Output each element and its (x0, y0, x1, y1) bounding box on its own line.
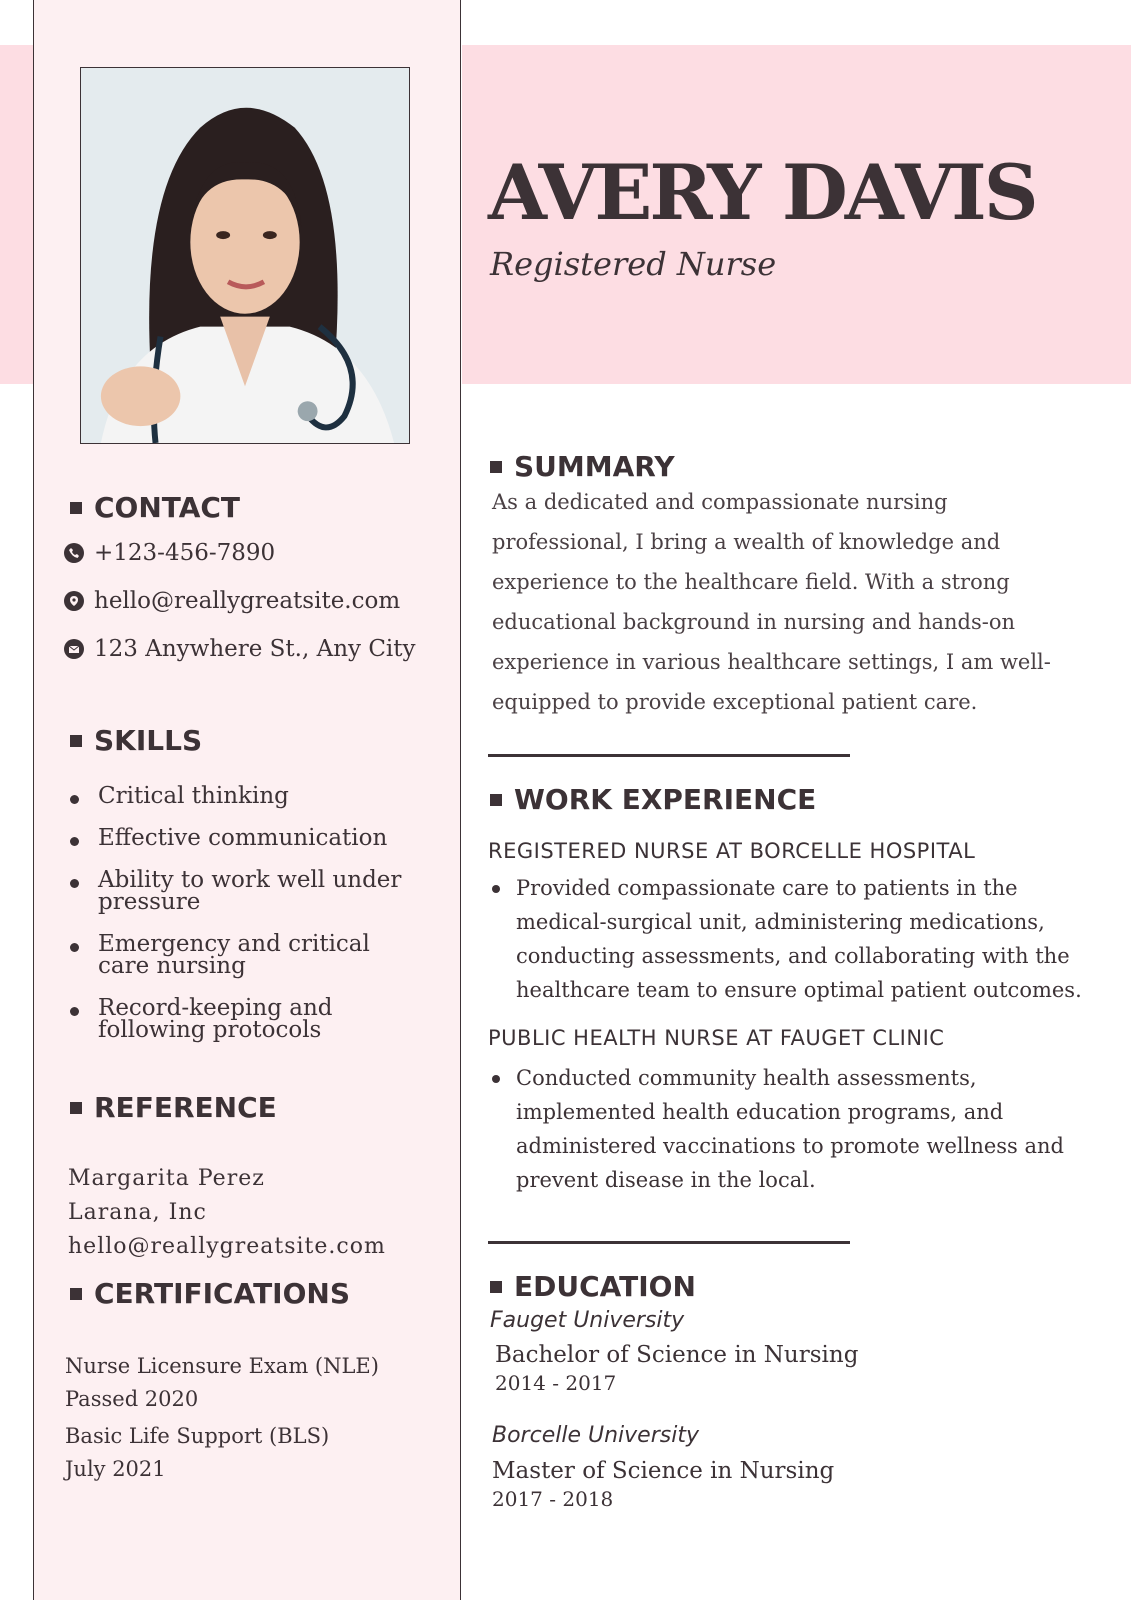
certification-detail: July 2021 (65, 1457, 166, 1481)
contact-address-row (64, 636, 416, 662)
skill-item: Record-keeping and following protocols (68, 997, 428, 1041)
certifications-heading (70, 1277, 350, 1310)
section-divider (488, 754, 850, 757)
skill-item: Effective communication (68, 827, 428, 849)
square-bullet-icon (490, 794, 502, 806)
education-school: Fauget University (490, 1308, 685, 1333)
skills-heading (70, 724, 202, 757)
contact-email[interactable]: hello@reallygreatsite.com (94, 588, 401, 614)
work-heading (490, 783, 816, 816)
square-bullet-icon (490, 461, 502, 473)
square-bullet-icon (70, 1102, 82, 1114)
reference-block (68, 1162, 386, 1264)
summary-heading (490, 450, 675, 483)
education-degree: Master of Science in Nursing (492, 1458, 835, 1484)
contact-email-row (64, 588, 400, 614)
candidate-role: Registered Nurse (490, 245, 777, 283)
reference-email[interactable]: hello@reallygreatsite.com (68, 1234, 386, 1259)
reference-heading (70, 1091, 277, 1124)
job-title: PUBLIC HEALTH NURSE AT FAUGET CLINIC (488, 1026, 945, 1050)
certification-detail: Passed 2020 (65, 1387, 199, 1411)
contact-phone-row (64, 540, 275, 566)
skills-list (68, 785, 428, 1041)
job-title: REGISTERED NURSE AT BORCELLE HOSPITAL (488, 839, 976, 863)
work-heading-label: WORK EXPERIENCE (514, 783, 817, 816)
envelope-icon (64, 639, 84, 659)
phone-icon (64, 543, 84, 563)
section-divider (488, 1241, 850, 1244)
skill-item: Critical thinking (68, 785, 428, 807)
reference-heading-label: REFERENCE (94, 1091, 277, 1124)
summary-heading-label: SUMMARY (514, 450, 675, 483)
square-bullet-icon (70, 735, 82, 747)
certifications-heading-label: CERTIFICATIONS (94, 1277, 351, 1310)
square-bullet-icon (70, 1288, 82, 1300)
education-years: 2017 - 2018 (492, 1487, 614, 1511)
contact-heading-label: CONTACT (94, 491, 241, 524)
job-bullets (490, 1061, 1090, 1197)
skills-heading-label: SKILLS (94, 724, 203, 757)
education-school: Borcelle University (492, 1423, 699, 1448)
profile-photo (80, 67, 410, 444)
certification-item (65, 1350, 379, 1416)
square-bullet-icon (70, 502, 82, 514)
reference-company: Larana, Inc (68, 1200, 207, 1225)
skill-item: Ability to work well under pressure (68, 869, 428, 913)
job-bullets (490, 871, 1090, 1007)
candidate-name: AVERY DAVIS (488, 148, 1036, 237)
summary-text: As a dedicated and compassionate nursing professional, I bring a wealth of knowledge and experience to the healthcare field. With a strong educational background in nursing and hands-on experience in various healthcare settings, I am well-equipped to provide exceptional patient care. (492, 490, 1051, 714)
education-heading-label: EDUCATION (514, 1270, 696, 1303)
location-pin-icon (64, 591, 84, 611)
certification-item (65, 1420, 329, 1486)
contact-heading (70, 491, 240, 524)
portrait-photo-icon (81, 68, 409, 443)
square-bullet-icon (490, 1281, 502, 1293)
skill-item: Emergency and critical care nursing (68, 933, 428, 977)
job-bullet: Conducted community health assessments, implemented health education programs, and administered vaccinations to promote wellness and prevent disease in the local. (490, 1061, 1090, 1197)
contact-address: 123 Anywhere St., Any City (94, 636, 416, 662)
reference-name: Margarita Perez (68, 1166, 265, 1191)
education-degree: Bachelor of Science in Nursing (495, 1342, 859, 1368)
education-heading (490, 1270, 696, 1303)
education-years: 2014 - 2017 (495, 1371, 617, 1395)
job-bullet: Provided compassionate care to patients in the medical-surgical unit, administering medications, conducting assessments, and collaborating with the healthcare team to ensure optimal patient outcomes. (490, 871, 1090, 1007)
contact-phone[interactable]: +123-456-7890 (94, 540, 276, 566)
certification-name: Nurse Licensure Exam (NLE) (65, 1354, 379, 1378)
certification-name: Basic Life Support (BLS) (65, 1424, 330, 1448)
